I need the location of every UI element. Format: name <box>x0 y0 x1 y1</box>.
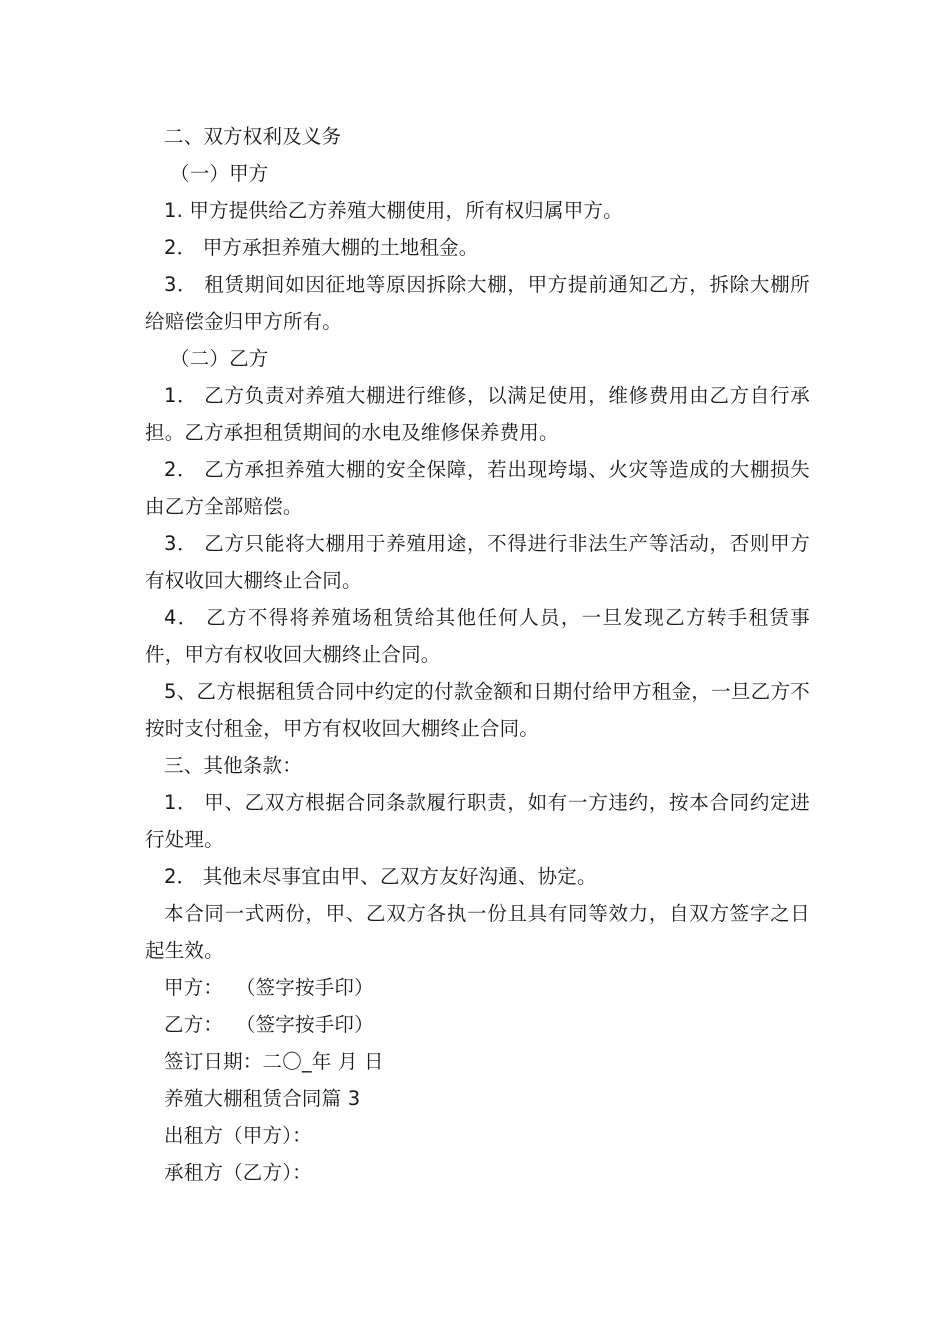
subsection-heading-party-a: （一）甲方 <box>170 162 269 185</box>
clause-b1: 1． 乙方负责对养殖大棚进行维修，以满足使用，维修费用由乙方自行承担。乙方承担租赁期间的水电及维修保养费用。 <box>145 384 810 444</box>
clause-c2: 2． 其他未尽事宜由甲、乙双方友好沟通、协定。 <box>164 865 597 888</box>
lessee-field: 承租方（乙方）： <box>164 1161 312 1184</box>
signature-party-a: 甲方： （签字按手印） <box>164 976 374 999</box>
clause-a1: 1. 甲方提供给乙方养殖大棚使用，所有权归属甲方。 <box>164 199 623 222</box>
clause-b4: 4． 乙方不得将养殖场租赁给其他任何人员，一旦发现乙方转手租赁事件，甲方有权收回大棚终止合同。 <box>145 606 810 666</box>
clause-c1: 1． 甲、乙双方根据合同条款履行职责，如有一方违约，按本合同约定进行处理。 <box>145 791 810 851</box>
signing-date: 签订日期：二〇_年 月 日 <box>164 1050 384 1073</box>
next-contract-title: 养殖大棚租赁合同篇 3 <box>164 1087 361 1110</box>
section-title: 三、其他条款： <box>164 754 302 777</box>
section-title: 二、双方权利及义务 <box>164 125 342 148</box>
clause-a3: 3． 租赁期间如因征地等原因拆除大棚，甲方提前通知乙方，拆除大棚所给赔偿金归甲方所有。 <box>145 273 810 333</box>
clause-a2: 2． 甲方承担养殖大棚的土地租金。 <box>164 236 479 259</box>
lessor-field: 出租方（甲方）： <box>164 1124 312 1147</box>
signature-party-b: 乙方： （签字按手印） <box>164 1013 374 1036</box>
document-body <box>145 118 810 1191</box>
clause-b3: 3． 乙方只能将大棚用于养殖用途，不得进行非法生产等活动，否则甲方有权收回大棚终止合同。 <box>145 532 810 592</box>
effect-paragraph: 本合同一式两份，甲、乙双方各执一份且具有同等效力，自双方签字之日起生效。 <box>145 902 810 962</box>
clause-b5: 5、乙方根据租赁合同中约定的付款金额和日期付给甲方租金，一旦乙方不按时支付租金，甲方有权收回大棚终止合同。 <box>145 680 810 740</box>
subsection-heading-party-b: （二）乙方 <box>170 347 269 370</box>
clause-b2: 2． 乙方承担养殖大棚的安全保障，若出现垮塌、火灾等造成的大棚损失由乙方全部赔偿。 <box>145 458 810 518</box>
